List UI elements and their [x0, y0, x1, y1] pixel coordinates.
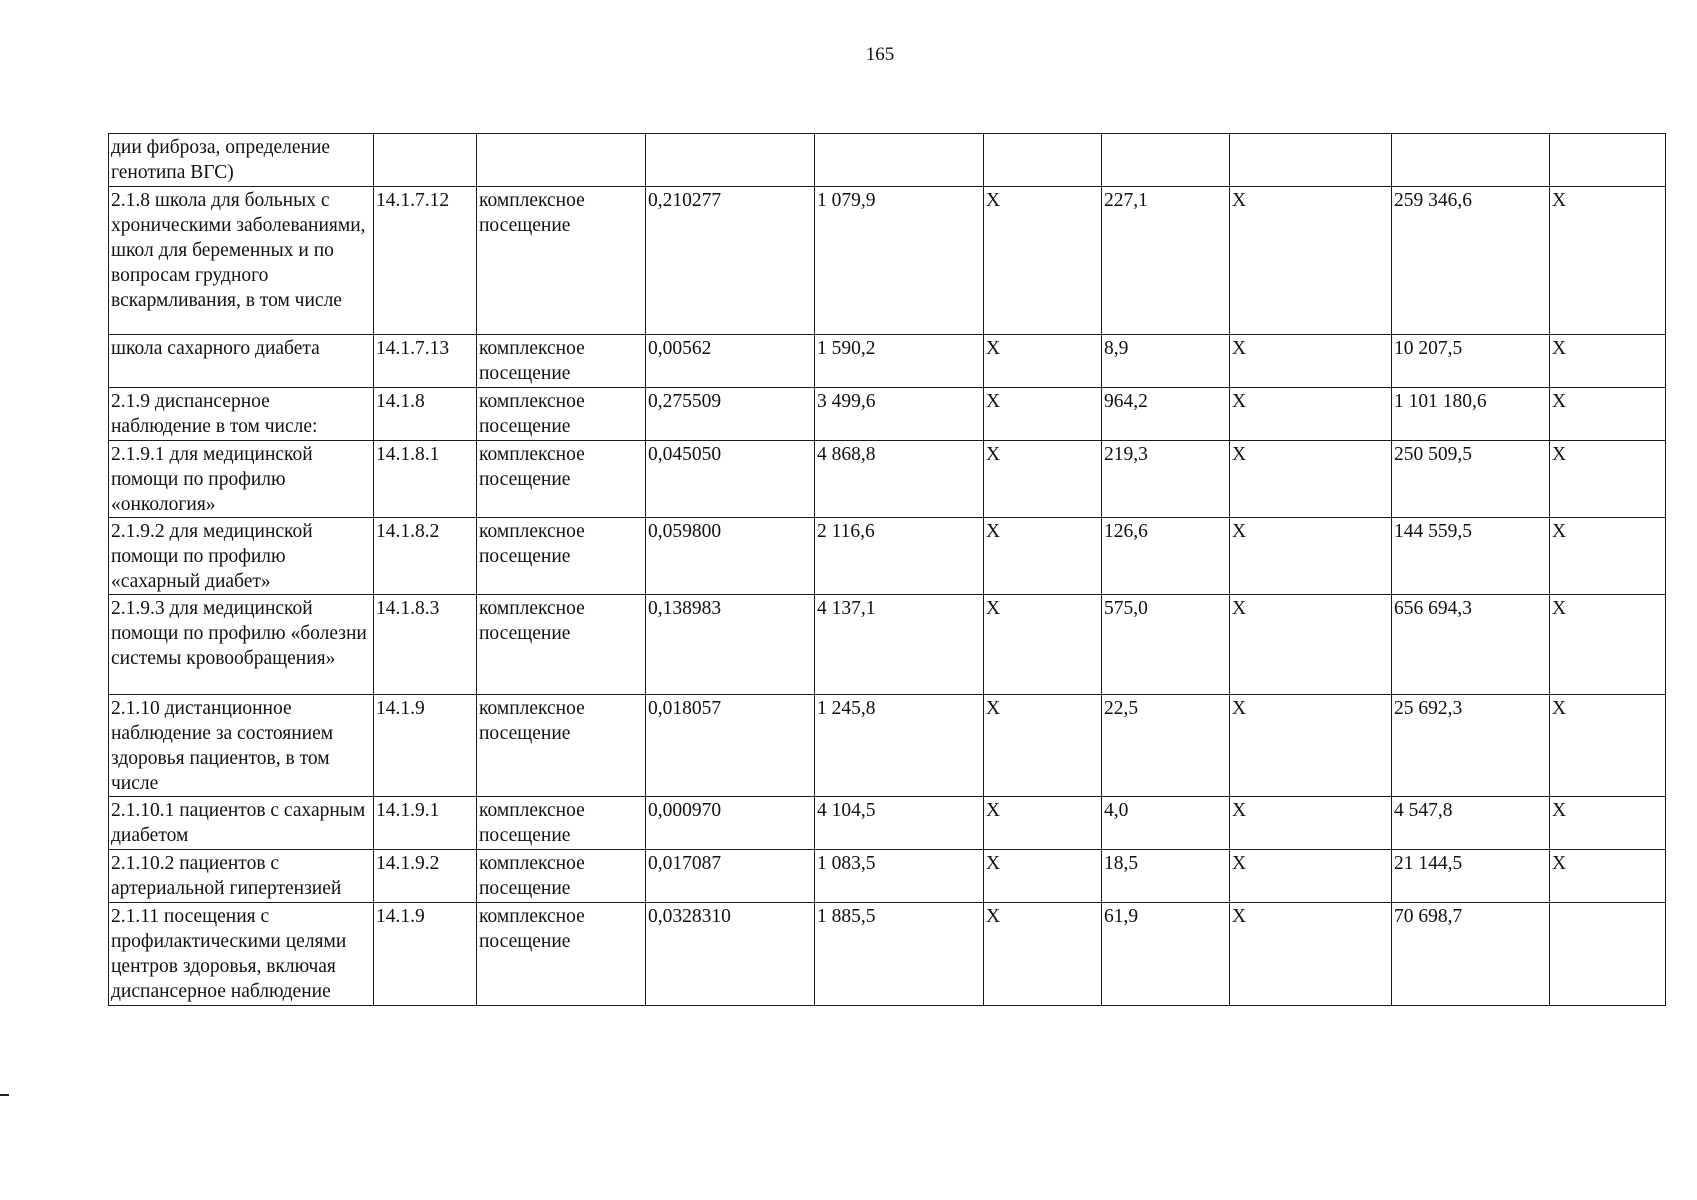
- row-unit-cell: комплексное посещение: [477, 187, 646, 335]
- table-row: [109, 187, 1666, 335]
- row-unit-cell: [477, 134, 646, 187]
- row-name-cell: 2.1.10 дистанционное наблюдение за состоянием здоровья пациентов, в том числе: [109, 695, 374, 797]
- row-mark-cell: X: [1230, 335, 1392, 388]
- row-mark-cell: X: [1230, 187, 1392, 335]
- row-unit-cell: комплексное посещение: [477, 850, 646, 903]
- row-mark-cell: X: [1550, 388, 1666, 441]
- row-mark-cell: X: [1550, 695, 1666, 797]
- row-unit-cell: комплексное посещение: [477, 595, 646, 695]
- row-name-cell: дии фиброза, определение генотипа ВГС): [109, 134, 374, 187]
- row-volume-cell: 0,045050: [646, 441, 815, 518]
- row-volume-cell: 0,210277: [646, 187, 815, 335]
- table-row: [109, 797, 1666, 850]
- row-mark-cell: X: [1230, 797, 1392, 850]
- row-cost-cell: 4 137,1: [815, 595, 984, 695]
- row-cost-cell: 1 885,5: [815, 903, 984, 1006]
- row-sum-cell: 126,6: [1102, 518, 1230, 595]
- row-volume-cell: 0,059800: [646, 518, 815, 595]
- row-mark-cell: X: [1550, 797, 1666, 850]
- row-cost-cell: [815, 134, 984, 187]
- row-mark-cell: X: [984, 797, 1102, 850]
- row-unit-cell: комплексное посещение: [477, 388, 646, 441]
- row-mark-cell: [1230, 134, 1392, 187]
- row-mark-cell: X: [984, 903, 1102, 1006]
- table-body: [109, 134, 1666, 1006]
- row-name-cell: 2.1.9.1 для медицинской помощи по профилю «онкология»: [109, 441, 374, 518]
- row-total-cell: 4 547,8: [1392, 797, 1550, 850]
- row-mark-cell: [984, 134, 1102, 187]
- row-volume-cell: 0,0328310: [646, 903, 815, 1006]
- row-sum-cell: [1102, 134, 1230, 187]
- row-name-cell: 2.1.10.2 пациентов с артериальной гипертензией: [109, 850, 374, 903]
- margin-mark: [0, 1094, 9, 1096]
- row-mark-cell: X: [1230, 695, 1392, 797]
- row-code-cell: 14.1.7.12: [374, 187, 477, 335]
- row-name-cell: 2.1.9 диспансерное наблюдение в том числе:: [109, 388, 374, 441]
- row-sum-cell: 18,5: [1102, 850, 1230, 903]
- table-row: [109, 850, 1666, 903]
- row-mark-cell: X: [984, 388, 1102, 441]
- row-sum-cell: 227,1: [1102, 187, 1230, 335]
- page-number: 165: [865, 44, 895, 65]
- row-mark-cell: [1550, 134, 1666, 187]
- row-unit-cell: комплексное посещение: [477, 797, 646, 850]
- row-code-cell: 14.1.9: [374, 903, 477, 1006]
- row-mark-cell: [1550, 903, 1666, 1006]
- row-sum-cell: 964,2: [1102, 388, 1230, 441]
- row-cost-cell: 1 083,5: [815, 850, 984, 903]
- row-mark-cell: X: [984, 695, 1102, 797]
- row-total-cell: [1392, 134, 1550, 187]
- row-unit-cell: комплексное посещение: [477, 518, 646, 595]
- row-sum-cell: 4,0: [1102, 797, 1230, 850]
- row-mark-cell: X: [984, 850, 1102, 903]
- row-mark-cell: X: [984, 518, 1102, 595]
- row-total-cell: 656 694,3: [1392, 595, 1550, 695]
- row-cost-cell: 4 104,5: [815, 797, 984, 850]
- data-table: [108, 133, 1666, 1006]
- row-mark-cell: X: [984, 187, 1102, 335]
- row-volume-cell: 0,018057: [646, 695, 815, 797]
- row-volume-cell: 0,00562: [646, 335, 815, 388]
- row-code-cell: [374, 134, 477, 187]
- row-volume-cell: 0,000970: [646, 797, 815, 850]
- row-total-cell: 70 698,7: [1392, 903, 1550, 1006]
- row-mark-cell: X: [984, 335, 1102, 388]
- table-row: [109, 388, 1666, 441]
- table-row: [109, 518, 1666, 595]
- row-code-cell: 14.1.8.3: [374, 595, 477, 695]
- row-sum-cell: 61,9: [1102, 903, 1230, 1006]
- row-code-cell: 14.1.9.1: [374, 797, 477, 850]
- row-name-cell: 2.1.10.1 пациентов с сахарным диабетом: [109, 797, 374, 850]
- row-volume-cell: 0,017087: [646, 850, 815, 903]
- table-row: [109, 695, 1666, 797]
- row-name-cell: 2.1.9.3 для медицинской помощи по профилю «болезни системы кровообращения»: [109, 595, 374, 695]
- row-code-cell: 14.1.8: [374, 388, 477, 441]
- row-name-cell: 2.1.11 посещения с профилактическими целями центров здоровья, включая диспансерное наблюдение: [109, 903, 374, 1006]
- row-cost-cell: 1 079,9: [815, 187, 984, 335]
- row-sum-cell: 219,3: [1102, 441, 1230, 518]
- row-unit-cell: комплексное посещение: [477, 903, 646, 1006]
- row-cost-cell: 2 116,6: [815, 518, 984, 595]
- row-mark-cell: X: [1230, 850, 1392, 903]
- table-row: [109, 134, 1666, 187]
- row-mark-cell: X: [1550, 850, 1666, 903]
- row-mark-cell: X: [1550, 441, 1666, 518]
- row-mark-cell: X: [1550, 518, 1666, 595]
- row-code-cell: 14.1.9.2: [374, 850, 477, 903]
- row-cost-cell: 3 499,6: [815, 388, 984, 441]
- table-row: [109, 595, 1666, 695]
- row-volume-cell: 0,138983: [646, 595, 815, 695]
- row-mark-cell: X: [1230, 518, 1392, 595]
- table-row: [109, 903, 1666, 1006]
- row-code-cell: 14.1.9: [374, 695, 477, 797]
- table-row: [109, 441, 1666, 518]
- row-unit-cell: комплексное посещение: [477, 335, 646, 388]
- row-name-cell: школа сахарного диабета: [109, 335, 374, 388]
- row-mark-cell: X: [1230, 903, 1392, 1006]
- row-total-cell: 250 509,5: [1392, 441, 1550, 518]
- row-mark-cell: X: [984, 441, 1102, 518]
- row-code-cell: 14.1.7.13: [374, 335, 477, 388]
- table-row: [109, 335, 1666, 388]
- row-mark-cell: X: [1550, 187, 1666, 335]
- row-total-cell: 21 144,5: [1392, 850, 1550, 903]
- row-name-cell: 2.1.8 школа для больных с хроническими заболеваниями, школ для беременных и по вопросам грудного вскармливания, в том числе: [109, 187, 374, 335]
- row-mark-cell: X: [1230, 441, 1392, 518]
- row-volume-cell: 0,275509: [646, 388, 815, 441]
- row-total-cell: 259 346,6: [1392, 187, 1550, 335]
- row-mark-cell: X: [984, 595, 1102, 695]
- row-total-cell: 144 559,5: [1392, 518, 1550, 595]
- row-cost-cell: 1 245,8: [815, 695, 984, 797]
- row-mark-cell: X: [1230, 595, 1392, 695]
- row-unit-cell: комплексное посещение: [477, 441, 646, 518]
- row-mark-cell: X: [1550, 595, 1666, 695]
- row-total-cell: 1 101 180,6: [1392, 388, 1550, 441]
- row-total-cell: 10 207,5: [1392, 335, 1550, 388]
- row-sum-cell: 575,0: [1102, 595, 1230, 695]
- row-mark-cell: X: [1550, 335, 1666, 388]
- row-cost-cell: 1 590,2: [815, 335, 984, 388]
- row-total-cell: 25 692,3: [1392, 695, 1550, 797]
- row-cost-cell: 4 868,8: [815, 441, 984, 518]
- row-code-cell: 14.1.8.1: [374, 441, 477, 518]
- row-unit-cell: комплексное посещение: [477, 695, 646, 797]
- row-name-cell: 2.1.9.2 для медицинской помощи по профилю «сахарный диабет»: [109, 518, 374, 595]
- row-sum-cell: 22,5: [1102, 695, 1230, 797]
- row-sum-cell: 8,9: [1102, 335, 1230, 388]
- row-mark-cell: X: [1230, 388, 1392, 441]
- row-code-cell: 14.1.8.2: [374, 518, 477, 595]
- row-volume-cell: [646, 134, 815, 187]
